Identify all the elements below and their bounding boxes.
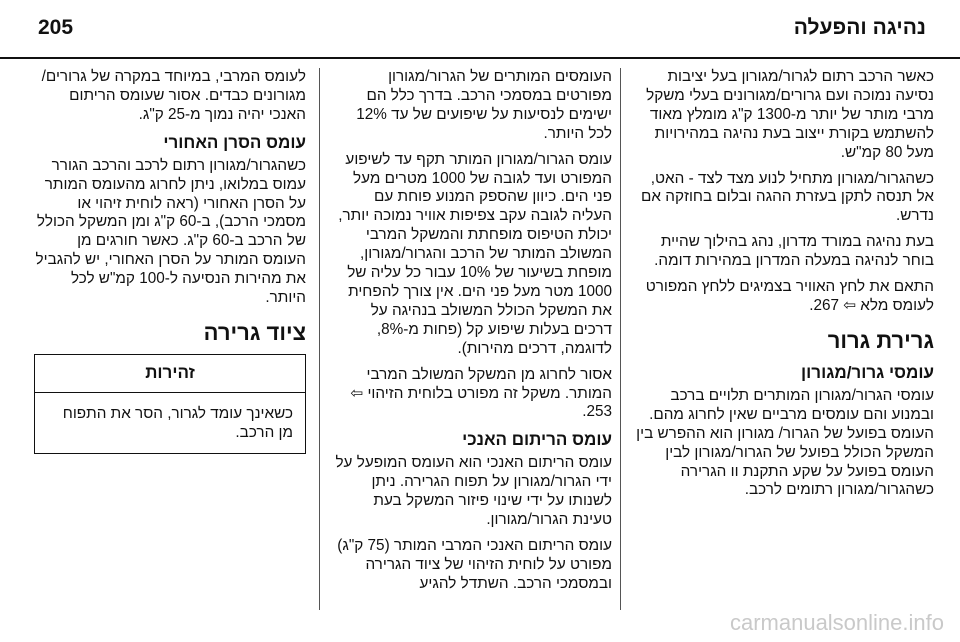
caution-box <box>34 354 306 454</box>
section-heading: ציוד גרירה <box>203 319 306 345</box>
subsection-heading: עומס הריתום האנכי <box>462 430 612 450</box>
column-divider <box>620 68 621 610</box>
header-rule <box>0 57 960 59</box>
subsection-heading: עומס הסרן האחורי <box>163 132 306 152</box>
column-right <box>630 68 934 507</box>
paragraph: כשהגרור/מגורון מתחיל לנוע מצד לצד - האט, אל תנסה לתקן בעזרת ההגה ובלום בחוזקה אם נדרש. <box>641 169 934 225</box>
paragraph: אסור לחרוג מן המשקל המשולב המרבי המותר. משקל זה מפורט בלוחית הזיהוי ⇦ 253. <box>350 365 612 421</box>
caution-text: כשאינך עומד לגרור, הסר את התפוח מן הרכב. <box>62 404 293 441</box>
caution-title: זהירות <box>35 355 305 393</box>
column-divider <box>319 68 320 610</box>
page-number: 205 <box>38 16 74 39</box>
paragraph: לעומס המרבי, במיוחד במקרה של גרורים/ מגורונים כבדים. אסור שעומס הריתום האנכי יהיה נמוך מ-25 ק"ג. <box>41 68 306 123</box>
column-middle <box>330 68 612 601</box>
paragraph: כאשר הרכב רתום לגרור/מגורון בעל יציבות נסיעה נמוכה ועם גרורים/מגורונים בעלי משקל מרבי מותר של יותר מ-1300 ק"ג מומלץ מאוד להשתמש בקורת ייצוב בעת נהיגה במהירויות מעל 80 קמ"ש. <box>646 68 934 161</box>
section-title: נהיגה והפעלה <box>793 16 926 39</box>
paragraph: העומסים המותרים של הגרור/מגורון מפורטים במסמכי הרכב. בדרך כלל הם ישימים לנסיעות על שיפועים של עד 12% לכל היותר. <box>356 68 612 142</box>
paragraph: עומסי הגרור/מגורון המותרים תלויים ברכב ובמנוע והם עומסים מרביים שאין לחרוג מהם. העומס בפועל של הגרור/ מגורון הוא ההפרש בין המשקל הכולל בפועל של הגרור/מגורון לבין העומס בפועל על שקע התקנת וו הגרירה כשהגרור/מגורון רתומים לרכב. <box>636 386 934 499</box>
paragraph: עומס הריתום האנכי הוא העומס המופעל על ידי הגרור/מגורון על תפוח הגרירה. ניתן לשנותו על ידי שינוי פיזור המשקל בעת טעינת הגרור/מגורון. <box>335 454 612 529</box>
watermark: carmanualsonline.info <box>729 610 944 635</box>
subsection-heading: עומסי גרור/מגורון <box>801 362 934 382</box>
column-left <box>34 68 306 454</box>
paragraph: כשהגרור/מגורון רתום לרכב והרכב הגורר עמוס במלואו, ניתן לחרוג מהעומס המותר על הסרן האחורי (ראה לוחית זיהוי או מסמכי הרכב), ב-60 ק"ג ומן המשקל הכולל של הרכב ב-60 ק"ג. כאשר חורגים מן העומס המותר על הסרן האחורי, יש להגביל את מהירות הנסיעה ל-100 קמ"ש לכל היותר. <box>35 156 306 307</box>
paragraph: בעת נהיגה במורד מדרון, נהג בהילוך שהיית בוחר לנהיגה במעלה המדרון במהירות דומה. <box>654 233 934 270</box>
paragraph: עומס הגרור/מגורון המותר תקף עד לשיפוע המפורט ועד לגובה של 1000 מטרים מעל פני הים. כיוון שהספק המנוע פוחת עם העליה לגובה עקב צפיפות אוויר נמוכה יותר, יכולת הטיפוס מופחתת והמשקל המרבי המשולב המותר של הרכב והגרור/מגורון, מופחת בשיעור של 10% עבור כל עליה של 1000 מטר מעל פני הים. אין צורך להפחית את המשקל הכולל המשולב בנהיגה על דרכים בעלות שיפוע קל (פחות מ-8%, לדוגמה, דרכים מהירות). <box>338 150 612 357</box>
page-header <box>0 0 960 60</box>
paragraph: עומס הריתום האנכי המרבי המותר (75 ק"ג) מפורט על לוחית הזיהוי של ציוד הגרירה ובמסמכי הרכב. השתדל להגיע <box>337 536 612 592</box>
section-heading: גרירת גרור <box>827 327 934 353</box>
paragraph: התאם את לחץ האוויר בצמיגים ללחץ המפורט לעומס מלא ⇦ 267. <box>645 278 934 314</box>
